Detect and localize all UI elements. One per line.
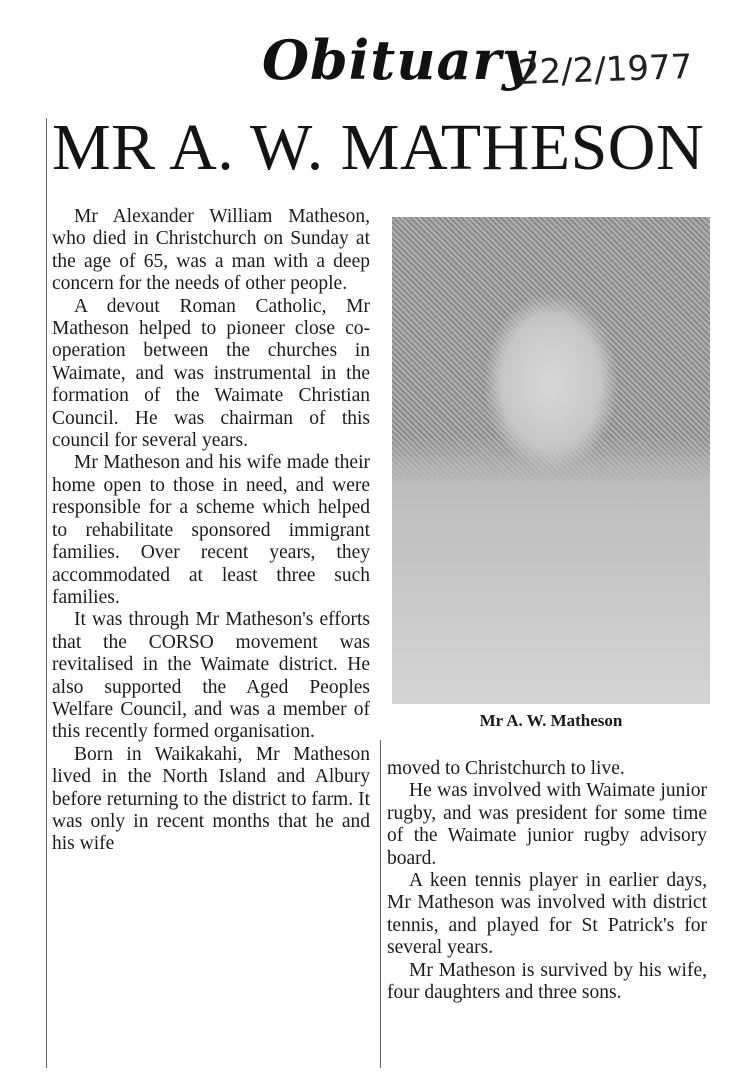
article-right-column — [387, 758, 707, 1004]
paragraph: moved to Christchurch to live. — [387, 758, 625, 779]
portrait-photo — [392, 217, 710, 704]
photo-caption: Mr A. W. Matheson — [479, 711, 623, 730]
paragraph: He was involved with Waimate junior rugby, and was president for some time of the Waimate junior rugby advisory board. — [387, 780, 707, 869]
handwritten-date: 22/2/1977 — [517, 46, 693, 94]
section-title: Obituary — [262, 28, 535, 92]
column-divider-rule — [380, 740, 381, 1068]
paragraph: Mr Matheson and his wife made their home open to those in need, and were responsible for a scheme which helped to rehabilitate sponsored immigrant families. Over recent years, they accommodated at least three such families. — [52, 452, 370, 608]
paragraph: Mr Matheson is survived by his wife, four daughters and three sons. — [387, 959, 707, 1004]
left-column-rule — [46, 118, 47, 1068]
headline: MR A. W. MATHESON — [52, 111, 705, 184]
article-left-column — [52, 206, 370, 856]
paragraph: A devout Roman Catholic, Mr Matheson helped to pioneer close co-operation between the churches in Waimate, and was instrumental in the formation of the Waimate Christian Council. He was chairman of this council for several years. — [52, 295, 370, 452]
paragraph: Mr Alexander William Matheson, who died in Christchurch on Sunday at the age of 65, was a man with a deep concern for the needs of other people. — [52, 206, 370, 295]
paragraph: It was through Mr Matheson's efforts that the CORSO movement was revitalised in the Waimate district. He also supported the Aged Peoples Welfare Council, and was a member of this recently formed organisation. — [52, 609, 370, 743]
paragraph: Born in Waikakahi, Mr Matheson lived in the North Island and Albury before returning to the district to farm. It was only in recent months that he and his wife — [52, 743, 370, 855]
paragraph: A keen tennis player in earlier days, Mr Matheson was involved with district tennis, and played for St Patrick's for several years. — [387, 870, 707, 959]
header — [0, 0, 737, 110]
